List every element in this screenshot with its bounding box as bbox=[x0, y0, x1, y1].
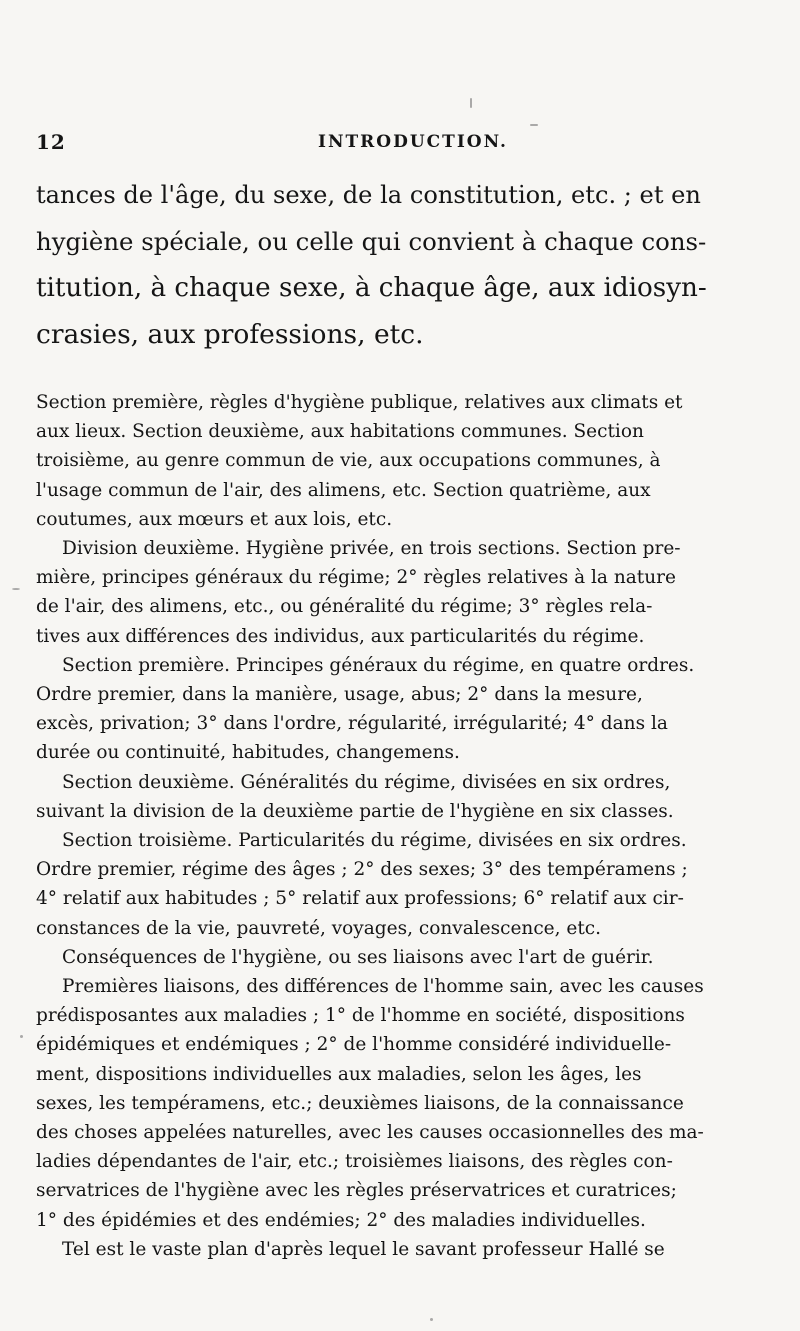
text-line: prédisposantes aux maladies ; 1° de l'homme en société, dispositions bbox=[36, 1005, 685, 1027]
text-line: Division deuxième. Hygiène privée, en trois sections. Section pre- bbox=[62, 538, 681, 560]
text-line: 1° des épidémies et des endémies; 2° des maladies individuelles. bbox=[36, 1209, 646, 1231]
text-line: ment, dispositions individuelles aux maladies, selon les âges, les bbox=[36, 1063, 642, 1085]
text-line: aux lieux. Section deuxième, aux habitations communes. Section bbox=[36, 421, 644, 443]
running-title: INTRODUCTION. bbox=[318, 132, 508, 152]
text-line: titution, à chaque sexe, à chaque âge, aux idiosyn- bbox=[36, 273, 707, 303]
text-line: durée ou continuité, habitudes, changemens. bbox=[36, 742, 460, 764]
text-line: Section première. Principes généraux du régime, en quatre ordres. bbox=[62, 654, 695, 676]
text-line: Conséquences de l'hygiène, ou ses liaisons avec l'art de guérir. bbox=[62, 946, 654, 968]
text-line: tances de l'âge, du sexe, de la constitution, etc. ; et en bbox=[36, 181, 701, 209]
text-line: sexes, les tempéramens, etc.; deuxièmes liaisons, de la connaissance bbox=[36, 1092, 684, 1114]
text-line: Section première, règles d'hygiène publique, relatives aux climats et bbox=[36, 392, 683, 413]
paper-speck bbox=[470, 98, 472, 108]
text-line: l'usage commun de l'air, des alimens, etc. Section quatrième, aux bbox=[36, 479, 651, 501]
text-line: de l'air, des alimens, etc., ou généralité du régime; 3° règles rela- bbox=[36, 596, 653, 618]
text-line: Tel est le vaste plan d'après lequel le savant professeur Hallé se bbox=[62, 1238, 665, 1260]
text-line: troisième, au genre commun de vie, aux occupations communes, à bbox=[36, 450, 661, 472]
paper-speck bbox=[530, 124, 538, 126]
paper-speck bbox=[430, 1318, 433, 1321]
text-line: Ordre premier, régime des âges ; 2° des sexes; 3° des tempéramens ; bbox=[36, 859, 688, 881]
text-line: excès, privation; 3° dans l'ordre, régularité, irrégularité; 4° dans la bbox=[36, 713, 668, 735]
text-line: crasies, aux professions, etc. bbox=[36, 318, 424, 350]
text-line: épidémiques et endémiques ; 2° de l'homme considéré individuelle- bbox=[36, 1034, 672, 1056]
text-line: tives aux différences des individus, aux particularités du régime. bbox=[36, 625, 645, 647]
paper-speck bbox=[20, 1035, 23, 1038]
text-line: servatrices de l'hygiène avec les règles préservatrices et curatrices; bbox=[36, 1180, 677, 1202]
text-line: Section troisième. Particularités du régime, divisées en six ordres. bbox=[62, 830, 687, 852]
outline-text bbox=[36, 388, 708, 1264]
text-line: 4° relatif aux habitudes ; 5° relatif aux professions; 6° relatif aux cir- bbox=[36, 888, 684, 910]
text-line: mière, principes généraux du régime; 2° règles relatives à la nature bbox=[36, 567, 676, 589]
text-line: hygiène spéciale, ou celle qui convient à chaque cons- bbox=[36, 226, 707, 256]
text-line: coutumes, aux mœurs et aux lois, etc. bbox=[36, 508, 393, 530]
text-line: des choses appelées naturelles, avec les causes occasionnelles des ma- bbox=[36, 1122, 704, 1144]
running-header bbox=[36, 128, 730, 158]
text-line: Premières liaisons, des différences de l'homme sain, avec les causes bbox=[62, 976, 704, 998]
text-line: Ordre premier, dans la manière, usage, abus; 2° dans la mesure, bbox=[36, 684, 643, 706]
text-line: suivant la division de la deuxième partie de l'hygiène en six classes. bbox=[36, 800, 674, 822]
text-line: Section deuxième. Généralités du régime, divisées en six ordres, bbox=[62, 771, 671, 793]
intro-paragraph bbox=[36, 172, 708, 358]
text-line: constances de la vie, pauvreté, voyages, convalescence, etc. bbox=[36, 917, 602, 939]
text-line: ladies dépendantes de l'air, etc.; troisièmes liaisons, des règles con- bbox=[36, 1151, 673, 1173]
paper-speck bbox=[12, 588, 20, 590]
page-number: 12 bbox=[36, 130, 66, 154]
